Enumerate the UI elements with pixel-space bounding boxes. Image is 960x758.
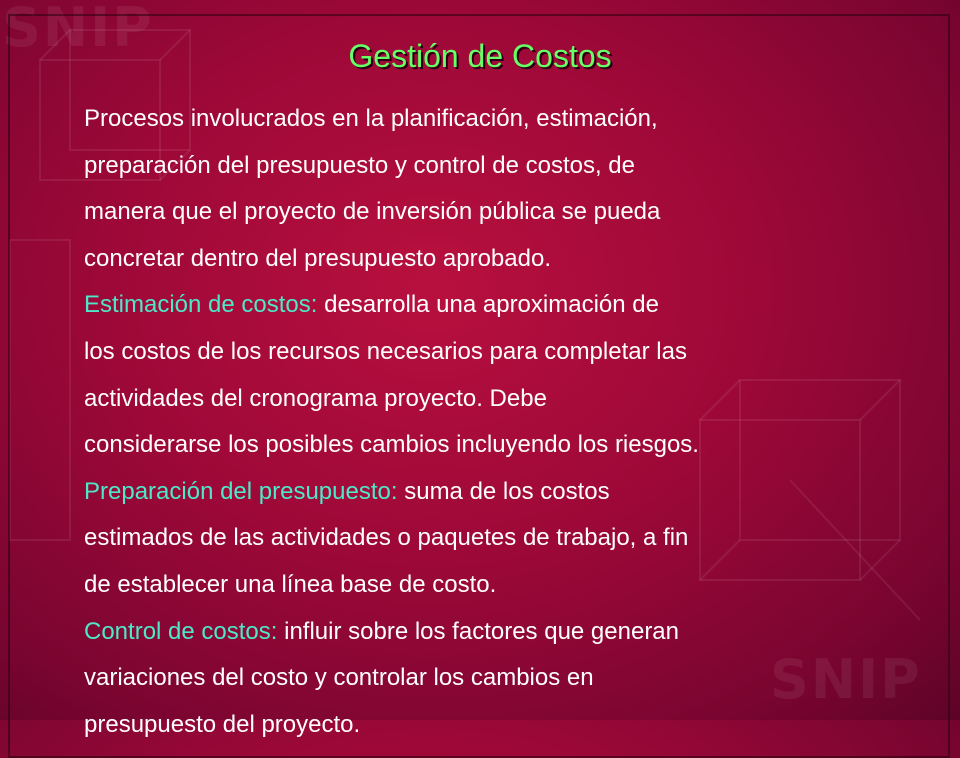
line-text: variaciones del costo y controlar los cambios en xyxy=(84,664,594,692)
slide-body xyxy=(84,96,934,748)
line-text: estimados de las actividades o paquetes de trabajo, a fin xyxy=(84,524,689,552)
line-text: suma de los costos xyxy=(397,477,610,505)
line-text: los costos de los recursos necesarios para completar las xyxy=(84,337,687,365)
line-text: Procesos involucrados en la planificación, estimación, xyxy=(84,105,658,132)
body-line xyxy=(84,236,934,283)
term-highlight: Preparación del presupuesto: xyxy=(84,477,398,505)
line-text: concretar dentro del presupuesto aprobado. xyxy=(84,244,551,272)
watermark-bottom: SNIP xyxy=(770,648,922,711)
body-line xyxy=(84,96,934,143)
body-line xyxy=(84,282,934,329)
body-line xyxy=(84,189,934,236)
body-line xyxy=(84,422,934,469)
line-text: presupuesto del proyecto. xyxy=(84,710,361,738)
line-text: desarrolla una aproximación de xyxy=(317,291,659,319)
body-line xyxy=(84,515,934,562)
body-line xyxy=(84,655,934,702)
line-text: actividades del cronograma proyecto. Debe xyxy=(84,384,547,412)
body-line xyxy=(84,469,934,516)
line-text: considerarse los posibles cambios incluyendo los riesgos. xyxy=(84,431,699,459)
body-line xyxy=(84,143,934,190)
body-line xyxy=(84,376,934,423)
line-text: influir sobre los factores que generan xyxy=(277,617,680,645)
term-highlight: Control de costos: xyxy=(84,617,278,645)
line-text: manera que el proyecto de inversión pública se pueda xyxy=(84,198,661,226)
body-line xyxy=(84,702,934,749)
line-text: preparación del presupuesto y control de costos, de xyxy=(84,151,636,179)
slide-title: Gestión de Costos xyxy=(348,38,612,74)
body-line xyxy=(84,609,934,656)
body-line xyxy=(84,329,934,376)
body-line xyxy=(84,562,934,609)
term-highlight: Estimación de costos: xyxy=(84,291,318,319)
watermark-top: SNIP xyxy=(2,0,154,59)
line-text: de establecer una línea base de costo. xyxy=(84,570,497,598)
